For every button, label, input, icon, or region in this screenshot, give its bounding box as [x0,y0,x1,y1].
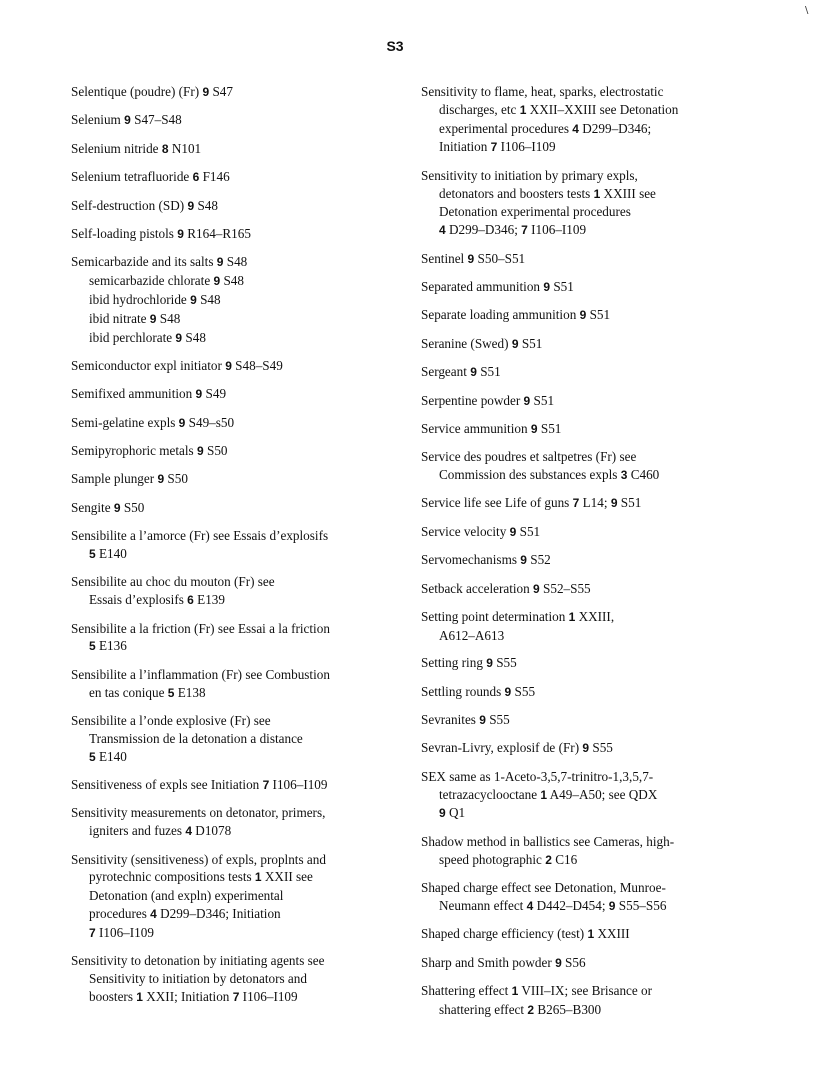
entry-heading: Sentinel 9 S50–S51 [421,250,526,266]
index-entry [421,392,761,411]
index-entry [71,83,389,102]
entry-continuation: tetrazacyclooctane 1 A49–A50; see QDX [439,786,658,802]
entry-heading: Selenium 9 S47–S48 [71,112,182,128]
entry-heading: Semi-gelatine expls 9 S49–s50 [71,414,235,430]
entry-continuation: 5 E140 [89,546,127,562]
entry-heading: Shaped charge effect see Detonation, Munroe- [421,879,666,895]
entry-heading: Sensibilite a l’onde explosive (Fr) see [71,713,271,729]
entry-continuation: en tas conique 5 E138 [89,684,206,700]
index-entry [421,879,761,916]
entry-continuation: shattering effect 2 B265–B300 [439,1001,602,1017]
index-entry [71,442,389,461]
entry-heading: Sharp and Smith powder 9 S56 [421,954,586,970]
index-entry [421,580,761,599]
entry-heading: Sensibilite au choc du mouton (Fr) see [71,574,275,590]
index-entry [421,654,761,673]
index-entry [421,608,761,645]
entry-heading: Sensitiveness of expls see Initiation 7 I106–I109 [71,777,328,792]
index-entry [71,666,389,703]
entry-heading: Shattering effect 1 VIII–IX; see Brisance or [421,982,653,998]
entry-continuation: ibid perchlorate 9 S48 [89,329,206,345]
entry-heading: Service ammunition 9 S51 [421,420,562,436]
entry-continuation: ibid hydrochloride 9 S48 [89,291,221,307]
entry-heading: Self-destruction (SD) 9 S48 [71,197,218,213]
index-entry [421,167,761,240]
index-entry [421,494,761,513]
entry-continuation: Detonation experimental procedures [439,204,631,220]
entry-heading: Setting ring 9 S55 [421,655,517,671]
entry-continuation: pyrotechnic compositions tests 1 XXII see [89,869,313,885]
entry-continuation: 5 E140 [89,748,127,764]
index-entry [421,954,761,973]
index-entry [421,420,761,439]
index-entry [71,851,389,943]
index-entry [421,739,761,758]
entry-continuation: 5 E136 [89,638,127,654]
page-number: S3 [386,38,404,54]
entry-continuation: Sensitivity to initiation by detonators and [89,970,307,986]
index-entry [421,83,761,157]
entry-heading: Sevranites 9 S55 [421,712,510,728]
index-entry [421,551,761,570]
index-entry [421,363,761,382]
index-entry [71,414,389,433]
entry-heading: Settling rounds 9 S55 [421,683,536,699]
entry-continuation: experimental procedures 4 D299–D346; [439,120,652,136]
entry-heading: Separate loading ammunition 9 S51 [421,307,611,323]
index-entry [421,711,761,730]
entry-continuation: A612–A613 [439,627,505,643]
index-entry [71,168,389,187]
entry-heading: Separated ammunition 9 S51 [421,278,574,294]
index-entry [421,523,761,542]
entry-continuation: semicarbazide chlorate 9 S48 [89,273,244,289]
corner-mark: \ [805,5,809,16]
entry-heading: Semifixed ammunition 9 S49 [71,386,227,402]
entry-continuation: Transmission de la detonation a distance [89,730,303,746]
index-entry [71,470,389,489]
entry-heading: Sensitivity to initiation by primary expls, [421,167,638,183]
index-entry [421,250,761,269]
entry-continuation: 7 I106–I109 [89,924,154,940]
index-entry [421,768,761,823]
entry-continuation: discharges, etc 1 XXII–XXIII see Detonation [439,101,679,117]
entry-continuation: Initiation 7 I106–I109 [439,139,556,155]
index-entry [421,982,761,1020]
entry-continuation: 4 D299–D346; 7 I106–I109 [439,222,587,238]
entry-heading: Selenium nitride 8 N101 [71,140,202,156]
entry-heading: Servomechanisms 9 S52 [421,552,551,568]
entry-heading: Shadow method in ballistics see Cameras, high- [421,833,675,849]
entry-heading: Service velocity 9 S51 [421,523,541,539]
entry-continuation: detonators and boosters tests 1 XXIII see [439,185,656,201]
index-entry [71,499,389,518]
index-entry [421,448,761,485]
entry-heading: Service des poudres et saltpetres (Fr) see [421,449,637,465]
index-entry [71,140,389,159]
entry-heading: Semiconductor expl initiator 9 S48–S49 [71,357,283,373]
entry-continuation: boosters 1 XXII; Initiation 7 I106–I109 [89,988,298,1004]
index-entry [421,683,761,702]
entry-heading: Sample plunger 9 S50 [71,471,188,487]
index-entry [71,804,389,841]
index-entry [71,253,389,347]
entry-continuation: procedures 4 D299–D346; Initiation [89,905,281,921]
entry-continuation: 9 Q1 [439,805,466,821]
index-entry [71,573,389,610]
index-entry [71,527,389,564]
index-entry [71,620,389,657]
entry-heading: Shaped charge efficiency (test) 1 XXIII [421,926,630,942]
right-column [421,83,761,1029]
entry-heading: Sensitivity to flame, heat, sparks, electrostatic [421,84,664,99]
entry-heading: Setback acceleration 9 S52–S55 [421,580,591,596]
entry-heading: Sengite 9 S50 [71,499,145,515]
entry-continuation: Essais d’explosifs 6 E139 [89,592,225,608]
index-entry [71,197,389,216]
index-entry [421,335,761,354]
entry-heading: SEX same as 1-Aceto-3,5,7-trinitro-1,3,5,7- [421,768,654,784]
entry-heading: Selentique (poudre) (Fr) 9 S47 [71,84,233,99]
entry-continuation: Neumann effect 4 D442–D454; 9 S55–S56 [439,897,667,913]
entry-heading: Sensitivity (sensitiveness) of expls, proplnts and [71,851,326,867]
entry-heading: Semicarbazide and its salts 9 S48 [71,254,248,270]
entry-continuation: Commission des substances expls 3 C460 [439,467,660,483]
entry-heading: Sevran-Livry, explosif de (Fr) 9 S55 [421,740,613,756]
entry-continuation: ibid nitrate 9 S48 [89,310,181,326]
index-entry [71,952,389,1006]
entry-heading: Service life see Life of guns 7 L14; 9 S51 [421,495,642,511]
entry-heading: Sergeant 9 S51 [421,364,501,380]
entry-continuation: speed photographic 2 C16 [439,851,578,867]
entry-heading: Self-loading pistols 9 R164–R165 [71,225,251,241]
entry-heading: Sensibilite a l’inflammation (Fr) see Combustion [71,666,330,682]
entry-heading: Selenium tetrafluoride 6 F146 [71,169,230,185]
entry-heading: Seranine (Swed) 9 S51 [421,335,543,351]
entry-continuation: Detonation (and expln) experimental [89,888,284,904]
index-entry [421,306,761,325]
entry-heading: Sensibilite a la friction (Fr) see Essai a la friction [71,620,330,636]
entry-heading: Sensitivity measurements on detonator, primers, [71,805,326,821]
entry-heading: Sensibilite a l’amorce (Fr) see Essais d’explosifs [71,528,329,544]
entry-heading: Setting point determination 1 XXIII, [421,609,615,625]
index-entry [71,357,389,376]
index-entry [71,111,389,130]
entry-heading: Sensitivity to detonation by initiating agents see [71,953,325,969]
index-entry [71,385,389,404]
entry-heading: Serpentine powder 9 S51 [421,392,555,408]
index-entry [421,925,761,944]
index-entry [71,712,389,766]
index-entry [421,833,761,870]
entry-heading: Semipyrophoric metals 9 S50 [71,443,228,459]
index-entry [71,225,389,244]
index-entry [71,776,389,795]
entry-continuation: igniters and fuzes 4 D1078 [89,823,232,839]
left-column [71,83,389,1016]
index-entry [421,278,761,297]
